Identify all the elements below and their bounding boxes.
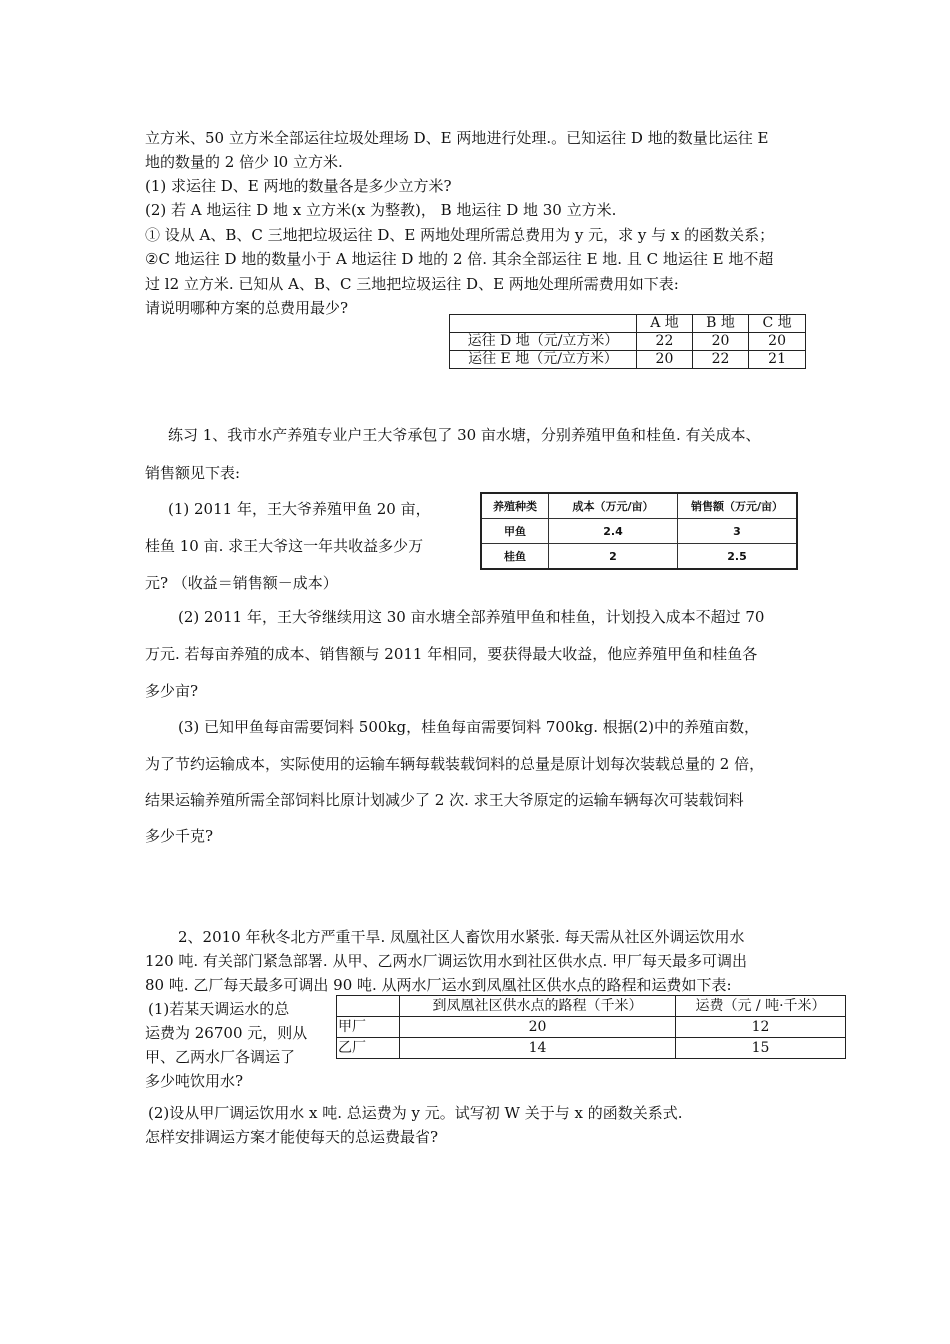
table-cell: 到凤凰社区供水点的路程（千米） [400,996,676,1017]
text-line: 2、2010 年秋冬北方严重干旱. 凤凰社区人畜饮用水紧张. 每天需从社区外调运饮用水 [178,928,745,946]
text-line: 为了节约运输成本，实际使用的运输车辆每载装载饲料的总量是原计划每次装载总量的 2 倍， [145,755,765,773]
table-cell: B 地 [692,315,748,333]
table-cell: 20 [637,351,693,369]
table-cell: 甲厂 [337,1017,400,1038]
text-line: 销售额见下表: [145,464,241,482]
table-cell: A 地 [637,315,693,333]
table-cell: 2.4 [549,519,678,544]
table-header-row [481,493,797,519]
text-line: 80 吨. 乙厂每天最多可调出 90 吨. 从两水厂运水到凤凰社区供水点的路程和运费如下表: [145,976,732,994]
text-line: (2) 2011 年，王大爷继续用这 30 亩水塘全部养殖甲鱼和桂鱼，计划投入成本不超过 70 [178,608,765,626]
text-line: 多少千克? [145,827,214,845]
table-cell: 2.5 [678,544,798,570]
text-line: 立方米、50 立方米全部运往垃圾处理场 D、E 两地进行处理.。已知运往 D 地的数量比运往 E [145,129,769,147]
text-line: ① 设从 A、B、C 三地把垃圾运往 D、E 两地处理所需总费用为 y 元，求 y 与 x 的函数关系； [145,226,775,244]
table-cell: 销售额（万元/亩） [678,493,798,519]
table-cell: 甲鱼 [481,519,549,544]
text-line: 过 l2 立方米. 已知从 A、B、C 三地把垃圾运往 D、E 两地处理所需费用如下表: [145,275,679,293]
table-row [450,333,806,351]
text-line: (2) 若 A 地运往 D 地 x 立方米(x 为整教)， B 地运往 D 地 30 立方米. [145,201,617,219]
table-row [337,1017,846,1038]
table-row [481,519,797,544]
text-line: 结果运输养殖所需全部饲料比原计划减少了 2 次. 求王大爷原定的运输车辆每次可装载饲料 [145,791,744,809]
text-line: 运费为 26700 元，则从 [145,1024,308,1042]
table-cell: 21 [749,351,806,369]
table-cell: 20 [749,333,806,351]
table-cell: 12 [676,1017,846,1038]
text-line: (1) 2011 年，王大爷养殖甲鱼 20 亩， [168,500,431,518]
table-header-row [450,315,806,333]
table-cell: 成本（万元/亩） [549,493,678,519]
text-line: (3) 已知甲鱼每亩需要饲料 500kg，桂鱼每亩需要饲料 700kg. 根据(2)中的养殖亩数， [178,718,759,736]
table-cell: 运往 D 地（元/立方米） [450,333,637,351]
text-line: 120 吨. 有关部门紧急部署. 从甲、乙两水厂调运饮用水到社区供水点. 甲厂每天最多可调出 [145,952,748,970]
text-line: (1) 求运往 D、E 两地的数量各是多少立方米? [145,177,452,195]
cost-table-de [449,314,806,369]
text-line: 元? （收益＝销售额－成本） [145,574,338,592]
text-line: 练习 1、我市水产养殖专业户王大爷承包了 30 亩水塘，分别养殖甲鱼和桂鱼. 有关成本、 [168,426,761,444]
text-line: 甲、乙两水厂各调运了 [145,1048,296,1066]
text-line: (2)设从甲厂调运饮用水 x 吨. 总运费为 y 元。试写初 W 关于与 x 的函数关系式. [148,1104,683,1122]
table-header-row [337,996,846,1017]
table-cell: 22 [637,333,693,351]
text-line: 多少吨饮用水? [145,1072,244,1090]
table-cell: 14 [400,1038,676,1059]
table-cell: 乙厂 [337,1038,400,1059]
table-cell: 15 [676,1038,846,1059]
text-line: ②C 地运往 D 地的数量小于 A 地运往 D 地的 2 倍. 其余全部运往 E 地. 且 C 地运往 E 地不超 [145,250,774,268]
table-row [481,544,797,570]
text-line: 多少亩? [145,682,199,700]
table-cell: 运费（元 / 吨·千米） [676,996,846,1017]
table-row [450,351,806,369]
text-line: 请说明哪种方案的总费用最少? [145,299,349,317]
text-line: 万元. 若每亩养殖的成本、销售额与 2011 年相同，要获得最大收益，他应养殖甲鱼和桂鱼各 [145,645,758,663]
table-cell: 养殖种类 [481,493,549,519]
table-cell: 20 [400,1017,676,1038]
table-cell: 20 [692,333,748,351]
text-line: (1)若某天调运水的总 [148,1000,290,1018]
water-cost-table [336,995,846,1059]
table-cell [450,315,637,333]
table-cell: 运往 E 地（元/立方米） [450,351,637,369]
table-cell: 桂鱼 [481,544,549,570]
table-cell [337,996,400,1017]
text-line: 地的数量的 2 倍少 l0 立方米. [145,153,343,171]
text-line: 怎样安排调运方案才能使每天的总运费最省? [145,1128,439,1146]
table-cell: 2 [549,544,678,570]
table-cell: C 地 [749,315,806,333]
table-row [337,1038,846,1059]
text-line: 桂鱼 10 亩. 求王大爷这一年共收益多少万 [145,537,424,555]
table-cell: 22 [692,351,748,369]
fish-cost-table [480,492,798,570]
table-cell: 3 [678,519,798,544]
